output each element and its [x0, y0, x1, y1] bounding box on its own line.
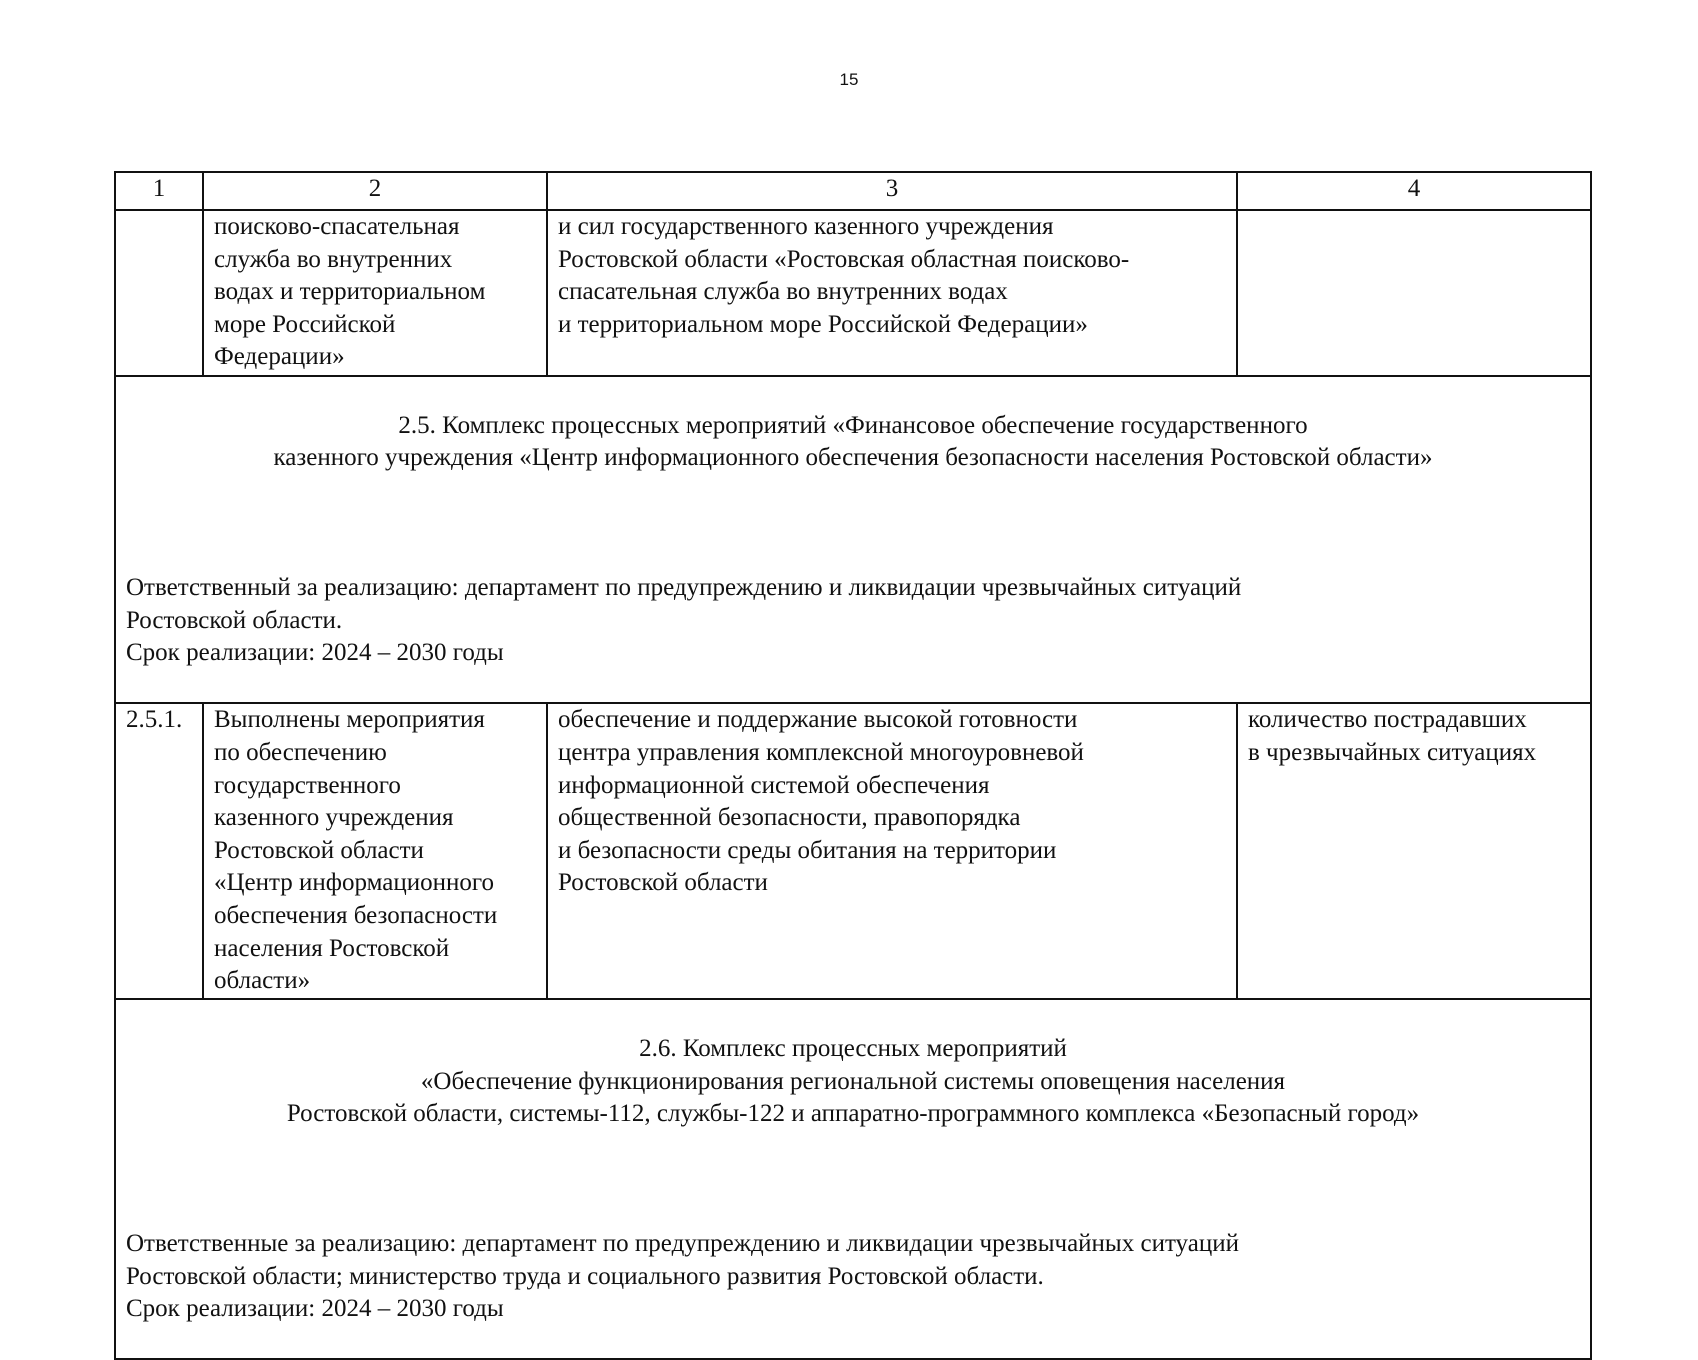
table-row-2-5-1 [115, 703, 1591, 999]
task-description-cell: и сил государственного казенного учреждения Ростовской области «Ростовская областная поисково- спасательная служба во внутренних водах и территориальном море Российской Федерации» [547, 210, 1237, 376]
page-number: 15 [839, 70, 859, 89]
task-name-cell: поисково-спасательная служба во внутренних водах и территориальном море Российской Федерации» [203, 210, 547, 376]
section-2-5-cell [115, 376, 1591, 703]
row-number-cell: 2.5.1. [115, 703, 203, 999]
measures-table [114, 171, 1592, 1360]
header-col-2: 2 [203, 172, 547, 210]
indicator-cell: количество пострадавших в чрезвычайных ситуациях [1237, 703, 1591, 999]
table-row-continuation [115, 210, 1591, 376]
section-spacer [126, 1163, 1580, 1195]
section-row-2-6 [115, 999, 1591, 1359]
table-header-row [115, 172, 1591, 210]
header-col-1: 1 [115, 172, 203, 210]
header-col-3: 3 [547, 172, 1237, 210]
section-row-2-5 [115, 376, 1591, 703]
section-2-6-cell [115, 999, 1591, 1359]
section-2-6-responsible: Ответственные за реализацию: департамент по предупреждению и ликвидации чрезвычайных ситуаций Ростовской области; министерство труда и социального развития Ростовской области. Срок реализации: 2024 – 2030 годы [126, 1229, 1239, 1323]
row-number-cell [115, 210, 203, 376]
task-name-cell: Выполнены мероприятия по обеспечению государственного казенного учреждения Ростовской области «Центр информационного обеспечения безопасности населения Ростовской области» [203, 703, 547, 999]
section-2-6-title: 2.6. Комплекс процессных мероприятий «Обеспечение функционирования региональной системы оповещения населения Ростовской области, системы-112, службы-122 и аппаратно-программного комплекса «Безопасный город» [286, 1034, 1420, 1128]
header-col-4: 4 [1237, 172, 1591, 210]
task-description-cell: обеспечение и поддержание высокой готовности центра управления комплексной многоуровневой информационной системой обеспечения общественной безопасности, правопорядка и безопасности среды обитания на территории Ростовской области [547, 703, 1237, 999]
indicator-cell [1237, 210, 1591, 376]
section-spacer [126, 507, 1580, 539]
section-2-5-responsible: Ответственный за реализацию: департамент по предупреждению и ликвидации чрезвычайных ситуаций Ростовской области. Срок реализации: 2024 – 2030 годы [126, 573, 1242, 667]
section-2-5-title: 2.5. Комплекс процессных мероприятий «Финансовое обеспечение государственного казенного учреждения «Центр информационного обеспечения безопасности населения Ростовской области» [273, 411, 1433, 472]
